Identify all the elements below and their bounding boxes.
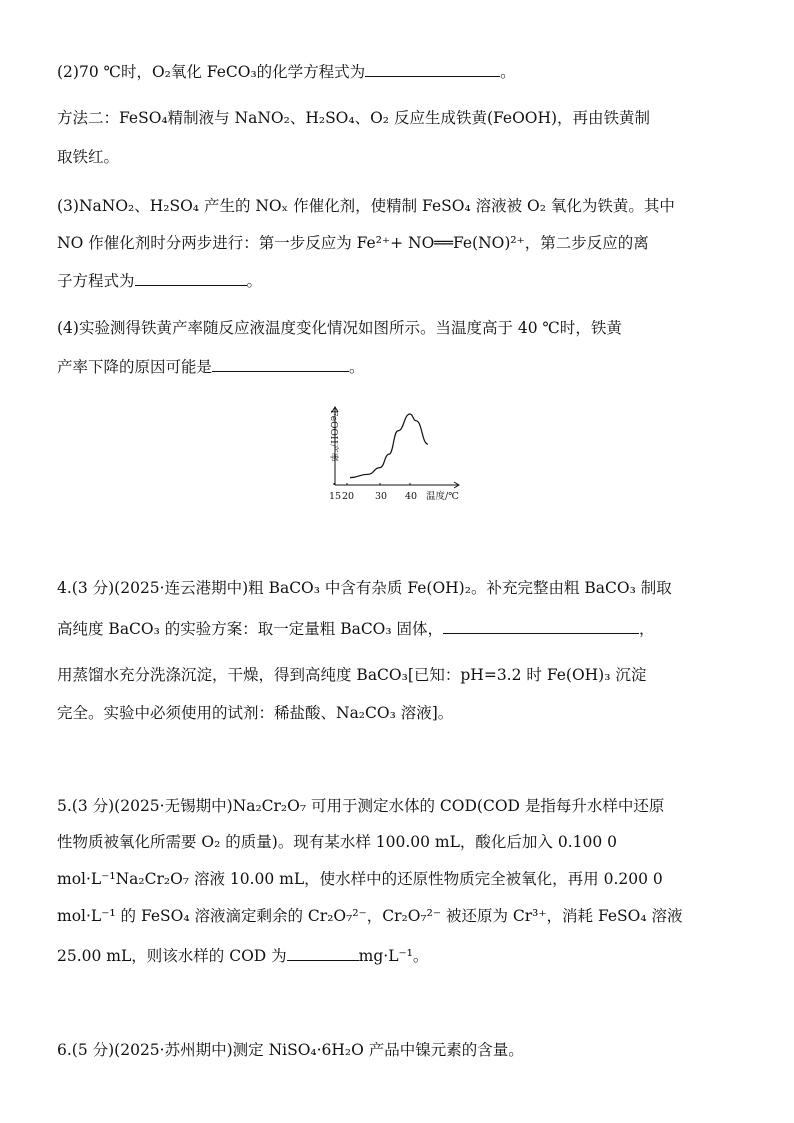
x-tick-labels <box>329 483 417 502</box>
y-axis-label: FeOOH产率 <box>328 410 338 462</box>
p4-line4: 完全。实验中必须使用的试剂：稀盐酸、Na₂CO₃ 溶液]。 <box>57 704 454 722</box>
method2-line2: 取铁红。 <box>57 148 120 166</box>
p4-blank[interactable] <box>443 617 639 634</box>
q2-line <box>57 60 516 82</box>
q3-line1: (3)NaNO₂、H₂SO₄ 产生的 NOₓ 作催化剂，使精制 FeSO₄ 溶液被 O₂ 氧化为铁黄。其中 <box>57 197 675 215</box>
p4-line1: 4.(3 分)(2025·连云港期中)粗 BaCO₃ 中含有杂质 Fe(OH)₂。补充完整由粗 BaCO₃ 制取 <box>57 579 672 597</box>
x-tick-label: 30 <box>375 491 388 502</box>
q2-text: (2)70 ℃时，O₂氧化 FeCO₃的化学方程式为 <box>57 63 366 81</box>
q4-text: 产率下降的原因可能是 <box>57 358 213 376</box>
q3-line2: NO 作催化剂时分两步进行：第一步反应为 Fe²⁺+ NO══Fe(NO)²⁺，第二步反应的离 <box>57 234 649 252</box>
p5-line1: 5.(3 分)(2025·无锡期中)Na₂Cr₂O₇ 可用于测定水体的 COD(COD 是指每升水样中还原 <box>57 797 665 815</box>
p5-text: 25.00 mL，则该水样的 COD 为 <box>57 947 287 965</box>
q3-period: 。 <box>246 272 263 290</box>
p4-text: 高纯度 BaCO₃ 的实验方案：取一定量粗 BaCO₃ 固体， <box>57 620 444 638</box>
p4-line3: 用蒸馏水充分洗涤沉淀，干燥，得到高纯度 BaCO₃[已知：pH=3.2 时 Fe(OH)₃ 沉淀 <box>57 666 647 684</box>
q4-blank[interactable] <box>212 355 349 372</box>
p5-line5 <box>57 944 428 966</box>
q3-text: 子方程式为 <box>57 272 135 290</box>
x-axis-label: 温度/℃ <box>426 491 459 502</box>
q2-blank[interactable] <box>365 60 500 77</box>
p5-unit: mg·L⁻¹。 <box>358 947 429 965</box>
feooh-yield-chart <box>318 402 478 507</box>
x-tick-label: 20 <box>342 491 355 502</box>
q4-line1: (4)实验测得铁黄产率随反应液温度变化情况如图所示。当温度高于 40 ℃时，铁黄 <box>57 319 622 337</box>
yield-curve <box>350 414 428 478</box>
q3-blank[interactable] <box>135 269 247 286</box>
p5-line3: mol·L⁻¹Na₂Cr₂O₇ 溶液 10.00 mL，使水样中的还原性物质完全被氧化，再用 0.200 0 <box>57 870 663 888</box>
method2-line1: 方法二：FeSO₄精制液与 NaNO₂、H₂SO₄、O₂ 反应生成铁黄(FeOOH)，再由铁黄制 <box>57 109 651 127</box>
p5-line2: 性物质被氧化所需要 O₂ 的质量)。现有某水样 100.00 mL，酸化后加入 0.100 0 <box>57 833 617 851</box>
q3-line3 <box>57 269 262 291</box>
x-tick-label: 15 <box>329 491 342 502</box>
q4-period: 。 <box>349 358 365 376</box>
x-tick-label: 40 <box>405 491 418 502</box>
p4-comma: ， <box>639 620 655 638</box>
p6-line: 6.(5 分)(2025·苏州期中)测定 NiSO₄·6H₂O 产品中镍元素的含量。 <box>57 1041 524 1059</box>
q4-line2 <box>57 355 365 377</box>
p5-line4: mol·L⁻¹ 的 FeSO₄ 溶液滴定剩余的 Cr₂O₇²⁻，Cr₂O₇²⁻ 被还原为 Cr³⁺，消耗 FeSO₄ 溶液 <box>57 907 683 925</box>
p4-line2 <box>57 617 655 639</box>
q2-period: 。 <box>500 63 516 81</box>
p5-blank[interactable] <box>287 944 359 961</box>
